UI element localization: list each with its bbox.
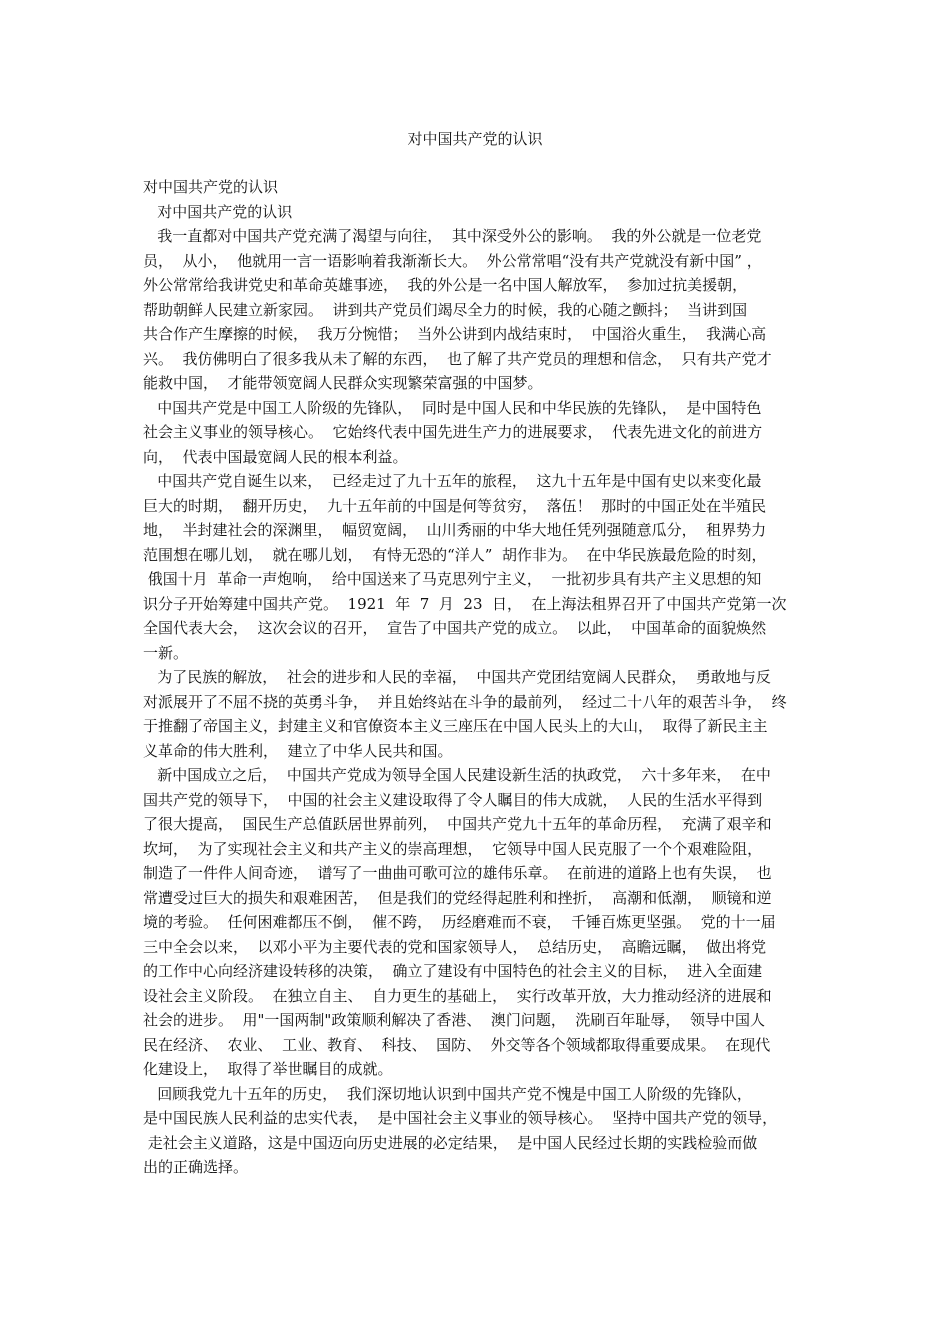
text-line: 坎坷， 为了实现社会主义和共产主义的崇高理想， 它领导中国人民克服了一个个艰难险阻，: [143, 839, 763, 858]
text-line: 向， 代表中国最宽阔人民的根本利益。: [143, 447, 408, 466]
text-line: 境的考验。 任何困难都压不倒， 催不跨， 历经磨难而不衰， 千锤百炼更坚强。 党的十一届: [143, 913, 776, 931]
text-line: 外公常常给我讲党史和革命英雄事迹， 我的外公是一名中国人解放军， 参加过抗美援朝，: [143, 276, 748, 294]
text-line: 民在经济、 农业、 工业、教育、 科技、 国防、 外交等各个领域都取得重要成果。 在现代: [143, 1035, 771, 1054]
text-line: 帮助朝鲜人民建立新家园。 讲到共产党员们竭尽全力的时候，我的心随之颤抖； 当讲到国: [143, 300, 748, 319]
text-line: 全国代表大会， 这次会议的召开， 宣告了中国共产党的成立。 以此， 中国革命的面貌焕然: [143, 619, 767, 637]
text-line: 能救中国， 才能带领宽阔人民群众实现繁荣富强的中国梦。: [143, 374, 543, 392]
text-line: 义革命的伟大胜利， 建立了中华人民共和国。: [143, 741, 453, 760]
text-line: 中国共产党自诞生以来， 已经走过了九十五年的旅程， 这九十五年是中国有史以来变化最: [143, 472, 762, 490]
text-line: 兴。 我仿佛明白了很多我从未了解的东西， 也了解了共产党员的理想和信念， 只有共产党才: [143, 349, 772, 368]
text-line: 识分子开始筹建中国共产党。 1921 年 7 月 23 日， 在上海法租界召开了中国共产党第一次: [143, 594, 787, 613]
text-line: 对中国共产党的认识: [143, 178, 279, 196]
text-line: 国共产党的领导下， 中国的社会主义建设取得了令人瞩目的伟大成就， 人民的生活水平得到: [143, 790, 763, 809]
document-title: 对中国共产党的认识: [407, 130, 543, 148]
text-line: 出的正确选择。: [143, 1158, 249, 1176]
text-line: 我一直都对中国共产党充满了渴望与向往， 其中深受外公的影响。 我的外公就是一位老党: [143, 227, 762, 245]
text-line: 地， 半封建社会的深渊里， 幅贸宽阔， 山川秀丽的中华大地任凭列强随意瓜分， 租界势力: [143, 521, 767, 539]
text-line: 员， 从小， 他就用一言一语影响着我渐渐长大。 外公常常唱“没有共产党就没有新中国” ，: [143, 251, 762, 270]
text-line: 是中国民族人民利益的忠实代表， 是中国社会主义事业的领导核心。 坚持中国共产党的领导，: [143, 1109, 778, 1127]
text-line: 的工作中心向经济建设转移的决策， 确立了建设有中国特色的社会主义的目标， 进入全面建: [143, 962, 763, 980]
text-line: 制造了一件件人间奇迹， 谱写了一曲曲可歌可泣的雄伟乐章。 在前进的道路上也有失误， 也: [143, 864, 772, 882]
text-line: 回顾我党九十五年的历史， 我们深切地认识到中国共产党不愧是中国工人阶级的先锋队，: [143, 1084, 752, 1103]
text-line: 共合作产生摩擦的时候， 我万分惋惜； 当外公讲到内战结束时， 中国浴火重生， 我满心高: [143, 325, 767, 343]
text-line: 于推翻了帝国主义，封建主义和官僚资本主义三座压在中国人民头上的大山， 取得了新民主主: [143, 717, 768, 735]
text-line: 了很大提高， 国民生产总值跃居世界前列， 中国共产党九十五年的革命历程， 充满了艰辛和: [143, 815, 772, 833]
text-line: 化建设上， 取得了举世瞩目的成就。: [143, 1060, 393, 1078]
text-line: 常遭受过巨大的损失和艰难困苦， 但是我们的党经得起胜利和挫折， 高潮和低潮， 顺镜和逆: [143, 888, 772, 907]
text-line: 社会的进步。 用"一国两制"政策顺利解决了香港、 澳门问题， 洗刷百年耻辱， 领导中国人: [143, 1011, 765, 1029]
text-line: 中国共产党是中国工人阶级的先锋队， 同时是中国人民和中华民族的先锋队， 是中国特色: [143, 398, 762, 417]
text-line: 社会主义事业的领导核心。 它始终代表中国先进生产力的进展要求， 代表先进文化的前进方: [143, 423, 763, 441]
text-line: 新中国成立之后， 中国共产党成为领导全国人民建设新生活的执政党， 六十多年来， 在中: [143, 766, 771, 784]
text-line: 对中国共产党的认识: [143, 202, 293, 221]
text-line: 设社会主义阶段。 在独立自主、 自力更生的基础上， 实行改革开放，大力推动经济的进展和: [143, 986, 772, 1005]
text-line: 三中全会以来， 以邓小平为主要代表的党和国家领导人， 总结历史， 高瞻远瞩， 做出将党: [143, 937, 767, 956]
text-line: 对派展开了不屈不挠的英勇斗争， 并且始终站在斗争的最前列， 经过二十八年的艰苦斗争， 终: [143, 692, 787, 711]
text-line: 为了民族的解放， 社会的进步和人民的幸福， 中国共产党团结宽阔人民群众， 勇敢地与反: [143, 668, 771, 686]
text-line: 走社会主义道路，这是中国迈向历史进展的必定结果， 是中国人民经过长期的实践检验而做: [143, 1133, 758, 1152]
text-line: 范围想在哪儿划， 就在哪儿划， 有恃无恐的“洋人” 胡作非为。 在中华民族最危险的时刻，: [143, 545, 767, 564]
document-body: [143, 175, 813, 1180]
text-line: 俄国十月 革命一声炮响， 给中国送来了马克思列宁主义， 一批初步具有共产主义思想的知: [143, 570, 762, 588]
text-line: 一新。: [143, 643, 189, 662]
text-line: 巨大的时期， 翻开历史， 九十五年前的中国是何等贫穷， 落伍！ 那时的中国正处在半殖民: [143, 496, 767, 515]
